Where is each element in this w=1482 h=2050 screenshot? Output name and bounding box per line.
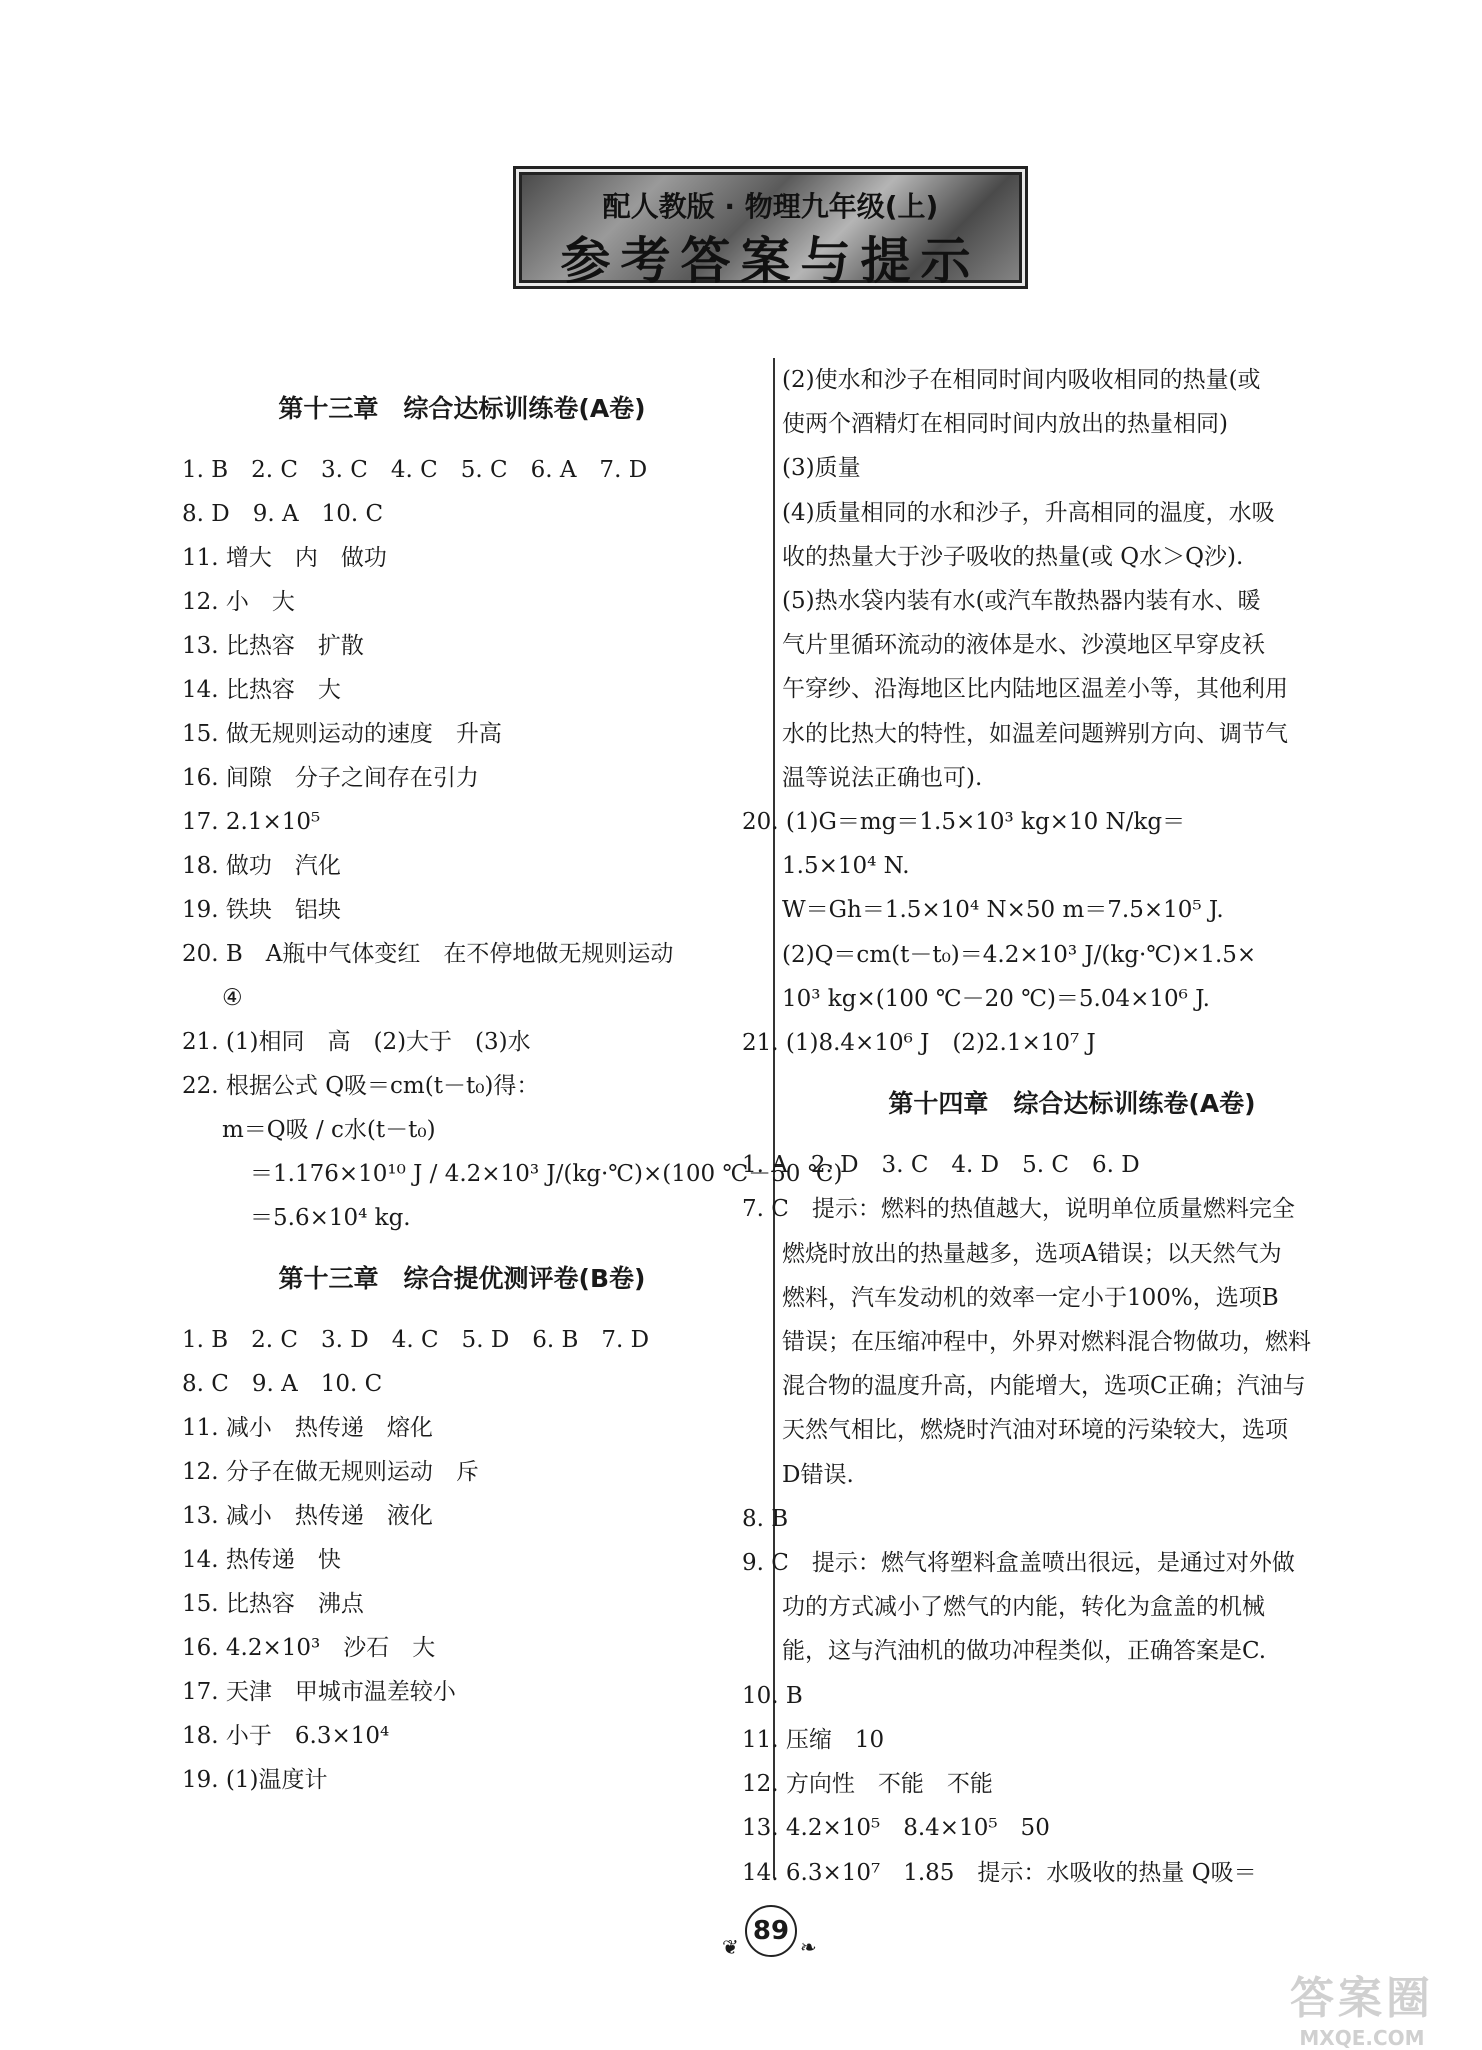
answer-line: 11. 减小 热传递 熔化 <box>182 1415 433 1441</box>
banner-title: 参考答案与提示 <box>560 232 981 290</box>
answer-line: 14. 6.3×10⁷ 1.85 提示：水吸收的热量 Q吸＝ <box>742 1859 1257 1886</box>
answer-line: 8. D 9. A 10. C <box>182 501 384 527</box>
answer-line: 1.5×10⁴ N. <box>782 853 910 880</box>
answer-line: 功的方式减小了燃气的内能，转化为盒盖的机械 <box>782 1594 1265 1621</box>
answer-line: 午穿纱、沿海地区比内陆地区温差小等，其他利用 <box>782 676 1288 703</box>
formula-line: ＝1.176×10¹⁰ J / 4.2×10³ J/(kg·℃)×(100 ℃－50 ℃) <box>250 1161 843 1187</box>
answer-line: 使两个酒精灯在相同时间内放出的热量相同) <box>782 411 1228 438</box>
answer-line: 13. 比热容 扩散 <box>182 633 364 659</box>
answer-line: 天然气相比，燃烧时汽油对环境的污染较大，选项 <box>782 1417 1288 1444</box>
formula-line: ＝5.6×10⁴ kg. <box>250 1205 411 1231</box>
answer-line: 13. 减小 热传递 液化 <box>182 1503 433 1529</box>
answer-line: 17. 天津 甲城市温差较小 <box>182 1679 456 1705</box>
answer-line: 12. 小 大 <box>182 589 295 615</box>
answer-line: 1. B 2. C 3. D 4. C 5. D 6. B 7. D <box>182 1327 650 1353</box>
answer-line: 21. (1)相同 高 (2)大于 (3)水 <box>182 1029 531 1055</box>
answer-line: 8. B <box>742 1505 789 1532</box>
answer-line: 22. 根据公式 Q吸＝cm(t－t₀)得： <box>182 1073 540 1099</box>
formula-line: m＝Q吸 / c水(t－t₀) <box>222 1117 436 1143</box>
answer-line: 8. C 9. A 10. C <box>182 1371 383 1397</box>
answer-line: 18. 小于 6.3×10⁴ <box>182 1723 390 1749</box>
answer-line: (2)Q＝cm(t－t₀)＝4.2×10³ J/(kg·℃)×1.5× <box>782 941 1257 968</box>
frog-right-icon: ❧ <box>800 1935 817 1959</box>
answer-line: 12. 分子在做无规则运动 斥 <box>182 1459 479 1485</box>
answer-line: 21. (1)8.4×10⁶ J (2)2.1×10⁷ J <box>742 1030 1096 1057</box>
q20-q21-answers <box>742 800 1362 1065</box>
answer-line: 18. 做功 汽化 <box>182 853 341 879</box>
answer-line: 15. 比热容 沸点 <box>182 1591 364 1617</box>
answer-line: 11. 压缩 10 <box>742 1726 885 1753</box>
answer-line: 9. C 提示：燃气将塑料盒盖喷出很远，是通过对外做 <box>742 1550 1295 1577</box>
watermark <box>1262 1962 1462 2050</box>
section-heading: 第十四章 综合达标训练卷(A卷) <box>888 1089 1256 1119</box>
answer-line: 19. (1)温度计 <box>182 1767 328 1793</box>
answer-line: 1. B 2. C 3. C 4. C 5. C 6. A 7. D <box>182 457 648 483</box>
section-heading: 第十三章 综合达标训练卷(A卷) <box>278 394 646 423</box>
answer-line: 气片里循环流动的液体是水、沙漠地区早穿皮袄 <box>782 632 1265 659</box>
watermark-logo: 答案圈 <box>1290 1973 1434 2024</box>
banner-subtitle: 配人教版 · 物理九年级(上) <box>602 190 939 223</box>
answer-line: 10³ kg×(100 ℃－20 ℃)＝5.04×10⁶ J. <box>782 985 1210 1012</box>
title-banner <box>513 166 1028 289</box>
answer-line: ④ <box>222 985 243 1011</box>
section-b-answers <box>182 1318 742 1802</box>
right-column <box>742 358 1362 1895</box>
answer-line: 12. 方向性 不能 不能 <box>742 1771 993 1798</box>
answer-line: (4)质量相同的水和沙子，升高相同的温度，水吸 <box>782 499 1275 526</box>
answer-line: 11. 增大 内 做功 <box>182 545 387 571</box>
answer-line: 13. 4.2×10⁵ 8.4×10⁵ 50 <box>742 1815 1050 1842</box>
watermark-url: MXQE.COM <box>1299 2026 1425 2050</box>
answer-line: 16. 4.2×10³ 沙石 大 <box>182 1635 436 1661</box>
answer-line: 14. 热传递 快 <box>182 1547 341 1573</box>
answer-line: 15. 做无规则运动的速度 升高 <box>182 721 502 747</box>
answer-line: 17. 2.1×10⁵ <box>182 809 321 835</box>
answer-line: (5)热水袋内装有水(或汽车散热器内装有水、暖 <box>782 588 1261 615</box>
answer-line: 20. B A瓶中气体变红 在不停地做无规则运动 <box>182 941 674 967</box>
answer-line: 10. B <box>742 1682 803 1709</box>
answer-line: 燃料，汽车发动机的效率一定小于100%，选项B <box>782 1284 1279 1311</box>
q19-continuation <box>782 358 1362 800</box>
section-heading: 第十三章 综合提优测评卷(B卷) <box>278 1264 646 1293</box>
answer-line: 燃烧时放出的热量越多，选项A错误；以天然气为 <box>782 1240 1282 1267</box>
answer-line: 混合物的温度升高，内能增大，选项C正确；汽油与 <box>782 1373 1306 1400</box>
answer-line: (3)质量 <box>782 455 861 482</box>
frog-left-icon: ❦ <box>722 1935 739 1959</box>
page-number: 89 <box>745 1905 797 1957</box>
answer-line: W＝Gh＝1.5×10⁴ N×50 m＝7.5×10⁵ J. <box>782 897 1224 924</box>
answer-line: 14. 比热容 大 <box>182 677 341 703</box>
answer-line: 温等说法正确也可). <box>782 764 983 791</box>
answer-line: 收的热量大于沙子吸收的热量(或 Q水＞Q沙). <box>782 543 1244 570</box>
answer-line: 水的比热大的特性，如温差问题辨别方向、调节气 <box>782 720 1288 747</box>
section-c-answers <box>742 1143 1362 1894</box>
answer-line: (2)使水和沙子在相同时间内吸收相同的热量(或 <box>782 367 1261 393</box>
answer-line: D错误. <box>782 1461 854 1488</box>
answer-line: 20. (1)G＝mg＝1.5×10³ kg×10 N/kg＝ <box>742 809 1186 836</box>
answer-line: 19. 铁块 铝块 <box>182 897 341 923</box>
answer-line: 能，这与汽油机的做功冲程类似，正确答案是C. <box>782 1638 1267 1665</box>
answer-line: 1. A 2. D 3. C 4. D 5. C 6. D <box>742 1152 1140 1179</box>
answer-line: 16. 间隙 分子之间存在引力 <box>182 765 479 791</box>
answer-line: 错误；在压缩冲程中，外界对燃料混合物做功，燃料 <box>782 1329 1311 1356</box>
answer-line: 7. C 提示：燃料的热值越大，说明单位质量燃料完全 <box>742 1196 1295 1223</box>
